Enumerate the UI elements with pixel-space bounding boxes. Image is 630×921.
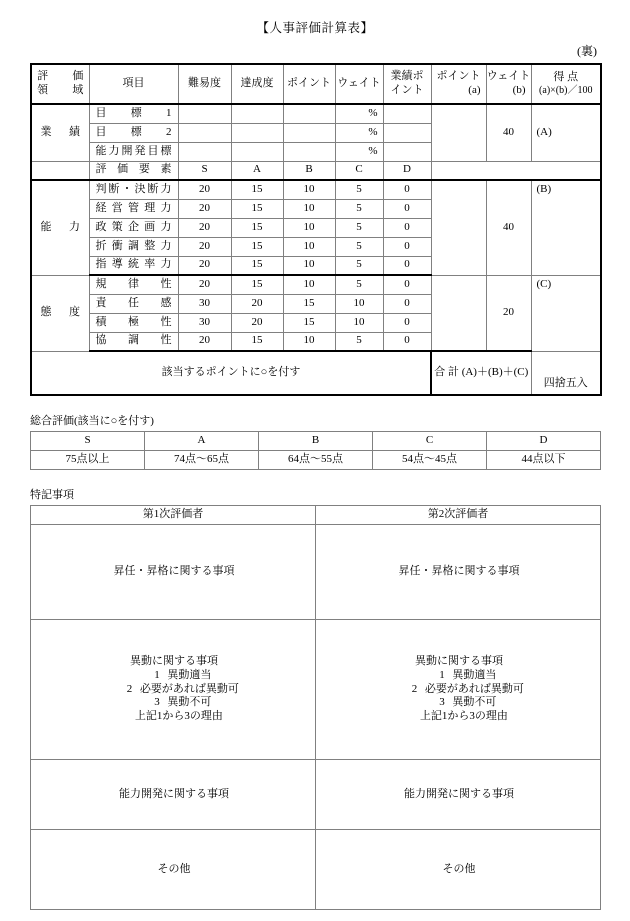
cell-weight[interactable]: %: [335, 104, 383, 123]
cell-point-a-attitude[interactable]: [431, 275, 486, 351]
score-b[interactable]: 10: [283, 199, 335, 218]
table-row: [31, 275, 601, 294]
score-d[interactable]: 0: [383, 218, 431, 237]
header-score: [531, 64, 601, 104]
remarks-transfer-option-1-1: [37, 669, 311, 683]
header-performance-point: [383, 64, 431, 104]
remarks-table: [30, 505, 601, 910]
remarks-row-transfer: [31, 620, 601, 760]
score-a[interactable]: 20: [231, 313, 283, 332]
cell-achievement[interactable]: [231, 104, 283, 123]
item-goal-2-label: 目 標 2: [95, 125, 172, 138]
overall-grade-row: [31, 432, 601, 451]
score-d[interactable]: 0: [383, 332, 431, 351]
element-header-row: [31, 161, 601, 180]
cell-weight-b-ability: 40: [486, 180, 531, 275]
score-b[interactable]: 10: [283, 332, 335, 351]
header-score-line2: (a)×(b)／100: [539, 84, 593, 96]
score-b[interactable]: 15: [283, 313, 335, 332]
remarks-promotion-col2[interactable]: [316, 525, 601, 620]
cell-achievement[interactable]: [231, 123, 283, 142]
header-weight-b-line2: (b): [512, 84, 526, 96]
header-achievement: 達成度: [231, 64, 283, 104]
remarks-transfer-col2[interactable]: [316, 620, 601, 760]
cell-weight-b-attitude: 20: [486, 275, 531, 351]
item-management-label: 経営管理力: [95, 201, 172, 214]
page-title: 【人事評価計算表】: [256, 21, 374, 35]
score-c[interactable]: 5: [335, 256, 383, 275]
score-d[interactable]: 0: [383, 313, 431, 332]
evaluation-table: [30, 63, 602, 396]
option-num: 1: [154, 668, 160, 681]
cell-performance-point[interactable]: [383, 142, 431, 161]
item-ability-development-goal-label: 能力開発目標: [95, 144, 172, 157]
header-score-line1: 得 点: [553, 70, 579, 83]
remarks-transfer-reason-2: 上記1から3の理由: [419, 710, 508, 723]
remarks-development-heading-2: 能力開発に関する事項: [404, 787, 514, 800]
cell-point[interactable]: [283, 104, 335, 123]
cell-point[interactable]: [283, 142, 335, 161]
cell-weight[interactable]: %: [335, 123, 383, 142]
cell-weight-b-performance: 40: [486, 104, 531, 161]
score-a[interactable]: 15: [231, 199, 283, 218]
header-performance-point-line2: イント: [390, 84, 424, 96]
score-c[interactable]: 5: [335, 237, 383, 256]
cell-achievement[interactable]: [231, 142, 283, 161]
overall-grade-d[interactable]: D: [487, 432, 601, 451]
score-s[interactable]: 20: [178, 199, 231, 218]
remarks-header-row: [31, 506, 601, 525]
header-difficulty: 難易度: [178, 64, 231, 104]
header-performance-point-line1: 業績ポ: [390, 70, 424, 83]
item-proactivity: [89, 313, 178, 332]
header-area-line2: 領域: [37, 84, 84, 96]
element-header-label: [89, 161, 178, 180]
item-responsibility: [89, 294, 178, 313]
overall-grade-s[interactable]: S: [31, 432, 145, 451]
cell-score-attitude: (C): [531, 275, 601, 351]
header-weight-b-line1: ウェイト: [486, 70, 531, 83]
score-b[interactable]: 15: [283, 294, 335, 313]
grade-a: A: [231, 161, 283, 180]
score-d[interactable]: 0: [383, 256, 431, 275]
overall-grade-a[interactable]: A: [145, 432, 259, 451]
item-goal-1-label: 目 標 1: [95, 106, 172, 119]
score-c[interactable]: 5: [335, 180, 383, 199]
option-num: 2: [411, 682, 418, 695]
cell-score-ability: (B): [531, 180, 601, 275]
header-point-a-line2: (a): [468, 84, 481, 96]
item-management: [89, 199, 178, 218]
remarks-other-col1[interactable]: [31, 830, 316, 910]
overall-range-c: 54点〜45点: [373, 451, 487, 470]
remarks-transfer-col1[interactable]: [31, 620, 316, 760]
item-goal-1: [89, 104, 178, 123]
cell-point-a-ability[interactable]: [431, 180, 486, 275]
score-b[interactable]: 10: [283, 180, 335, 199]
item-negotiation: [89, 237, 178, 256]
table-row: [31, 104, 601, 123]
item-judgment-label: 判断・決断力: [95, 182, 172, 195]
remarks-development-col2[interactable]: [316, 760, 601, 830]
item-leadership: [89, 256, 178, 275]
score-a[interactable]: 15: [231, 275, 283, 294]
score-a[interactable]: 15: [231, 237, 283, 256]
footer-total-line2: (A)＋(B)＋(C): [461, 366, 529, 379]
option-num: 3: [154, 696, 160, 709]
category-ability-label: 能力: [40, 220, 81, 233]
remarks-label: 特記事項: [30, 489, 74, 501]
cell-difficulty[interactable]: [178, 142, 231, 161]
footer-total-label: [431, 351, 531, 395]
remarks-section: [30, 486, 600, 910]
option-text: 異動適当: [167, 668, 212, 681]
option-num: 2: [126, 682, 133, 695]
item-policy-planning: [89, 218, 178, 237]
remarks-transfer-heading-1: 異動に関する事項: [130, 655, 218, 668]
overall-grade-c[interactable]: C: [373, 432, 487, 451]
overall-section: [30, 412, 600, 470]
element-header-label-text: 評価要素: [95, 163, 172, 176]
header-area-line1: 評価: [37, 70, 84, 83]
remarks-development-col1[interactable]: [31, 760, 316, 830]
overall-range-row: [31, 451, 601, 470]
overall-grade-b[interactable]: B: [259, 432, 373, 451]
header-weight: ウェイト: [335, 64, 383, 104]
item-ability-development-goal: [89, 142, 178, 161]
score-d[interactable]: 0: [383, 294, 431, 313]
score-s[interactable]: 20: [178, 256, 231, 275]
cell-difficulty[interactable]: [178, 123, 231, 142]
grade-b: B: [283, 161, 335, 180]
remarks-transfer-option-1-3: [37, 696, 311, 710]
cell-point[interactable]: [283, 123, 335, 142]
footer-total-line1: 合 計: [434, 366, 459, 379]
category-ability: [31, 180, 89, 275]
score-s[interactable]: 20: [178, 332, 231, 351]
score-d[interactable]: 0: [383, 180, 431, 199]
table-row: [31, 180, 601, 199]
grade-d: D: [383, 161, 431, 180]
score-c[interactable]: 5: [335, 275, 383, 294]
score-c[interactable]: 10: [335, 313, 383, 332]
remarks-promotion-heading-1: 昇任・昇格に関する事項: [113, 565, 235, 578]
header-weight-b: [486, 64, 531, 104]
category-performance-label: 業績: [40, 125, 81, 138]
header-point: ポイント: [283, 64, 335, 104]
header-point-a-line1: ポイント: [436, 70, 481, 83]
item-cooperation-label: 協調性: [95, 334, 172, 347]
score-a[interactable]: 15: [231, 218, 283, 237]
overall-table: [30, 431, 601, 470]
score-b[interactable]: 10: [283, 237, 335, 256]
category-performance: [31, 104, 89, 161]
item-cooperation: [89, 332, 178, 351]
header-point-a: [431, 64, 486, 104]
option-text: 異動適当: [452, 668, 497, 681]
remarks-transfer-reason-1: 上記1から3の理由: [134, 710, 223, 723]
header-item: 項目: [89, 64, 178, 104]
grade-c: C: [335, 161, 383, 180]
score-a[interactable]: 20: [231, 294, 283, 313]
cell-performance-point[interactable]: [383, 104, 431, 123]
remarks-promotion-heading-2: 昇任・昇格に関する事項: [398, 565, 520, 578]
category-attitude: [31, 275, 89, 351]
item-discipline: [89, 275, 178, 294]
remarks-row-development: [31, 760, 601, 830]
side-mark: (裏): [577, 44, 597, 58]
score-b[interactable]: 10: [283, 218, 335, 237]
score-d[interactable]: 0: [383, 199, 431, 218]
item-goal-2: [89, 123, 178, 142]
remarks-transfer-option-2-3: [322, 696, 596, 710]
score-c[interactable]: 10: [335, 294, 383, 313]
item-discipline-label: 規律性: [95, 277, 172, 290]
category-attitude-label: 態度: [40, 306, 81, 319]
score-a[interactable]: 15: [231, 180, 283, 199]
remarks-col1-header: 第1次評価者: [31, 506, 316, 525]
main-table-wrap: [30, 63, 600, 396]
overall-label: 総合評価(該当に○を付す): [30, 415, 154, 427]
item-proactivity-label: 積極性: [95, 315, 172, 328]
cell-performance-point[interactable]: [383, 123, 431, 142]
option-num: 1: [439, 668, 445, 681]
option-text: 必要があれば異動可: [424, 682, 524, 695]
option-text: 必要があれば異動可: [139, 682, 239, 695]
remarks-other-heading-2: その他: [442, 862, 476, 875]
score-s[interactable]: 20: [178, 237, 231, 256]
score-c[interactable]: 5: [335, 332, 383, 351]
score-a[interactable]: 15: [231, 332, 283, 351]
score-c[interactable]: 5: [335, 218, 383, 237]
remarks-transfer-heading-2: 異動に関する事項: [415, 655, 503, 668]
remarks-other-col2[interactable]: [316, 830, 601, 910]
score-a[interactable]: 15: [231, 256, 283, 275]
overall-range-s: 75点以上: [31, 451, 145, 470]
grade-s: S: [178, 161, 231, 180]
remarks-transfer-option-2-1: [322, 669, 596, 683]
score-s[interactable]: 20: [178, 275, 231, 294]
score-s[interactable]: 30: [178, 313, 231, 332]
item-leadership-label: 指導統率力: [95, 258, 172, 271]
option-text: 異動不可: [452, 696, 497, 709]
remarks-promotion-col1[interactable]: [31, 525, 316, 620]
footer-note: 該当するポイントに○を付す: [31, 351, 431, 395]
page: [0, 18, 630, 921]
element-header-blank: [31, 161, 89, 180]
cell-score-performance: (A): [531, 104, 601, 161]
score-c[interactable]: 5: [335, 199, 383, 218]
element-header-spacer: [431, 161, 601, 180]
remarks-development-heading-1: 能力開発に関する事項: [119, 787, 229, 800]
cell-weight[interactable]: %: [335, 142, 383, 161]
footer-rounding: 四捨五入: [531, 351, 601, 395]
score-s[interactable]: 30: [178, 294, 231, 313]
item-judgment: [89, 180, 178, 199]
cell-point-a-performance[interactable]: [431, 104, 486, 161]
remarks-row-other: [31, 830, 601, 910]
score-d[interactable]: 0: [383, 237, 431, 256]
item-responsibility-label: 責任感: [95, 296, 172, 309]
option-text: 異動不可: [167, 696, 212, 709]
cell-difficulty[interactable]: [178, 104, 231, 123]
overall-range-b: 64点〜55点: [259, 451, 373, 470]
remarks-other-heading-1: その他: [157, 862, 191, 875]
footer-row: [31, 351, 601, 395]
score-b[interactable]: 10: [283, 275, 335, 294]
remarks-col2-header: 第2次評価者: [316, 506, 601, 525]
remarks-transfer-option-2-2: [322, 683, 596, 697]
table-header-row: [31, 64, 601, 104]
item-policy-planning-label: 政策企画力: [95, 220, 172, 233]
score-s[interactable]: 20: [178, 180, 231, 199]
overall-range-a: 74点〜65点: [145, 451, 259, 470]
score-s[interactable]: 20: [178, 218, 231, 237]
option-num: 3: [439, 696, 445, 709]
overall-range-d: 44点以下: [487, 451, 601, 470]
remarks-row-promotion: [31, 525, 601, 620]
score-d[interactable]: 0: [383, 275, 431, 294]
remarks-transfer-option-1-2: [37, 683, 311, 697]
item-negotiation-label: 折衝調整力: [95, 239, 172, 252]
header-area: [31, 64, 89, 104]
score-b[interactable]: 10: [283, 256, 335, 275]
